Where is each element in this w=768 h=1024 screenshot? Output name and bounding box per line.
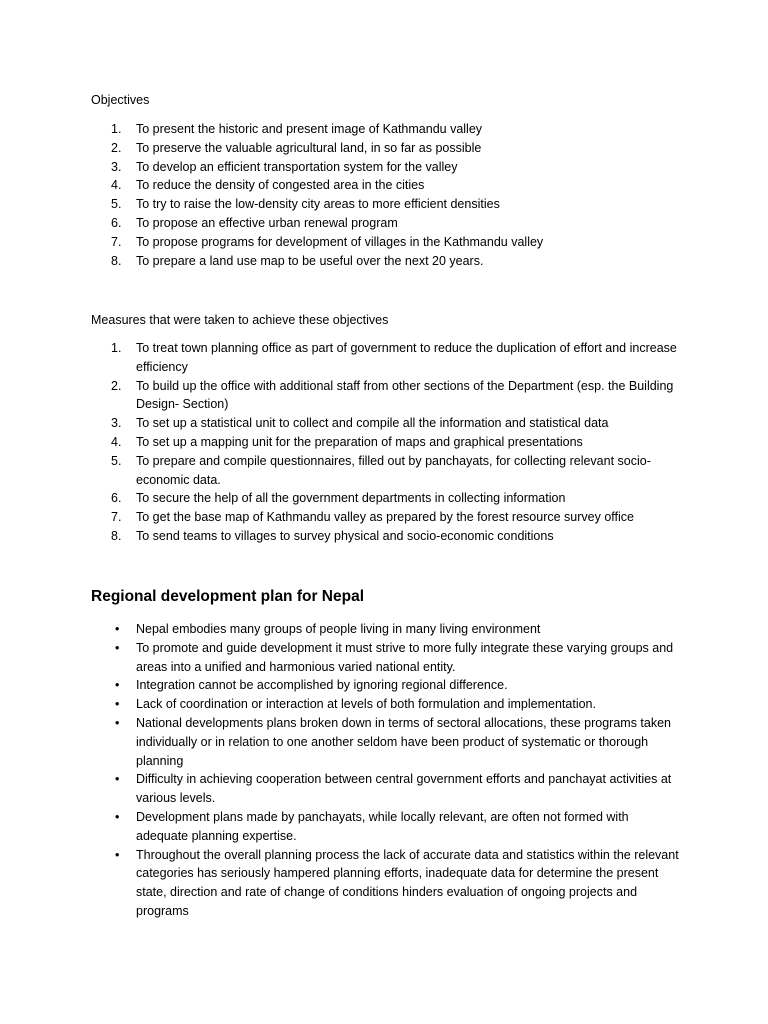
list-number: 8. xyxy=(111,528,122,543)
bullet-text: National developments plans broken down in terms of sectoral allocations, these programs taken individually or in relation to one another seldom have been product of systematic or thorough planning xyxy=(136,715,672,768)
bullet-icon: • xyxy=(115,622,120,636)
list-item xyxy=(91,489,681,508)
list-item xyxy=(91,452,681,490)
bullet-item xyxy=(91,676,681,695)
bullet-item xyxy=(91,695,681,714)
bullet-item xyxy=(91,846,681,921)
bullet-item xyxy=(91,770,681,808)
bullet-item xyxy=(91,808,681,846)
list-text: To reduce the density of congested area in the cities xyxy=(136,178,425,193)
list-number: 6. xyxy=(111,491,122,506)
objectives-list xyxy=(91,120,681,270)
list-number: 5. xyxy=(111,453,122,468)
list-number: 1. xyxy=(111,122,122,136)
regional-plan-list xyxy=(91,620,681,921)
list-item xyxy=(91,176,681,195)
list-number: 7. xyxy=(111,234,122,249)
bullet-icon: • xyxy=(115,697,120,712)
list-item xyxy=(91,339,681,377)
bullet-item xyxy=(91,714,681,770)
bullet-text: Lack of coordination or interaction at levels of both formulation and implementation. xyxy=(136,697,596,712)
objectives-heading: Objectives xyxy=(91,93,150,107)
list-number: 4. xyxy=(111,178,122,193)
list-item xyxy=(91,414,681,433)
list-number: 7. xyxy=(111,510,122,525)
measures-list xyxy=(91,339,681,546)
list-text: To treat town planning office as part of government to reduce the duplication of effort and increase efficiency xyxy=(136,341,677,374)
list-number: 5. xyxy=(111,197,122,212)
list-text: To set up a statistical unit to collect and compile all the information and statistical data xyxy=(136,416,609,431)
list-number: 6. xyxy=(111,215,122,230)
list-number: 3. xyxy=(111,159,122,174)
list-item xyxy=(91,527,681,546)
bullet-icon: • xyxy=(115,715,120,730)
list-text: To develop an efficient transportation system for the valley xyxy=(136,159,458,174)
measures-heading: Measures that were taken to achieve these objectives xyxy=(91,313,389,327)
list-item xyxy=(91,377,681,415)
list-number: 8. xyxy=(111,253,122,268)
list-item xyxy=(91,120,681,139)
list-number: 1. xyxy=(111,341,122,355)
bullet-text: Development plans made by panchayats, while locally relevant, are often not formed with adequate planning expertise. xyxy=(136,809,629,843)
list-number: 3. xyxy=(111,416,122,431)
list-item xyxy=(91,233,681,252)
list-item xyxy=(91,508,681,527)
list-item xyxy=(91,214,681,233)
bullet-text: Difficulty in achieving cooperation between central government efforts and panchayat activities at various levels. xyxy=(136,772,672,806)
list-text: To prepare and compile questionnaires, filled out by panchayats, for collecting relevant socio-economic data. xyxy=(136,453,651,487)
list-number: 4. xyxy=(111,434,122,449)
list-text: To get the base map of Kathmandu valley as prepared by the forest resource survey office xyxy=(136,510,634,525)
bullet-icon: • xyxy=(115,640,120,655)
regional-plan-heading: Regional development plan for Nepal xyxy=(91,588,365,605)
bullet-icon: • xyxy=(115,678,120,693)
list-text: To prepare a land use map to be useful over the next 20 years. xyxy=(136,253,484,268)
bullet-item xyxy=(91,639,681,677)
list-text: To send teams to villages to survey physical and socio-economic conditions xyxy=(136,528,554,543)
list-item xyxy=(91,139,681,158)
list-item xyxy=(91,252,681,271)
list-text: To build up the office with additional staff from other sections of the Department (esp. the Building Design- Section) xyxy=(136,378,674,412)
list-text: To preserve the valuable agricultural land, in so far as possible xyxy=(136,140,482,155)
bullet-text: Throughout the overall planning process the lack of accurate data and statistics within the relevant categories has seriously hampered planning efforts, inadequate data for determine the present state, direction and rate of change of conditions hinders evaluation of ongoing projects and programs xyxy=(136,847,679,918)
list-text: To propose an effective urban renewal program xyxy=(136,215,398,230)
list-item xyxy=(91,195,681,214)
list-item xyxy=(91,158,681,177)
bullet-icon: • xyxy=(115,772,120,787)
bullet-text: Integration cannot be accomplished by ignoring regional difference. xyxy=(136,678,508,693)
bullet-item xyxy=(91,620,681,639)
list-number: 2. xyxy=(111,140,122,155)
bullet-icon: • xyxy=(115,847,120,862)
bullet-icon: • xyxy=(115,809,120,824)
list-text: To propose programs for development of villages in the Kathmandu valley xyxy=(136,234,544,249)
bullet-text: To promote and guide development it must strive to more fully integrate these varying groups and areas into a unified and harmonious varied national entity. xyxy=(136,640,674,674)
list-text: To try to raise the low-density city areas to more efficient densities xyxy=(136,197,500,212)
list-number: 2. xyxy=(111,378,122,393)
bullet-text: Nepal embodies many groups of people living in many living environment xyxy=(136,622,541,636)
list-text: To secure the help of all the government departments in collecting information xyxy=(136,491,566,506)
list-text: To present the historic and present image of Kathmandu valley xyxy=(136,122,483,136)
list-text: To set up a mapping unit for the preparation of maps and graphical presentations xyxy=(136,434,583,449)
list-item xyxy=(91,433,681,452)
